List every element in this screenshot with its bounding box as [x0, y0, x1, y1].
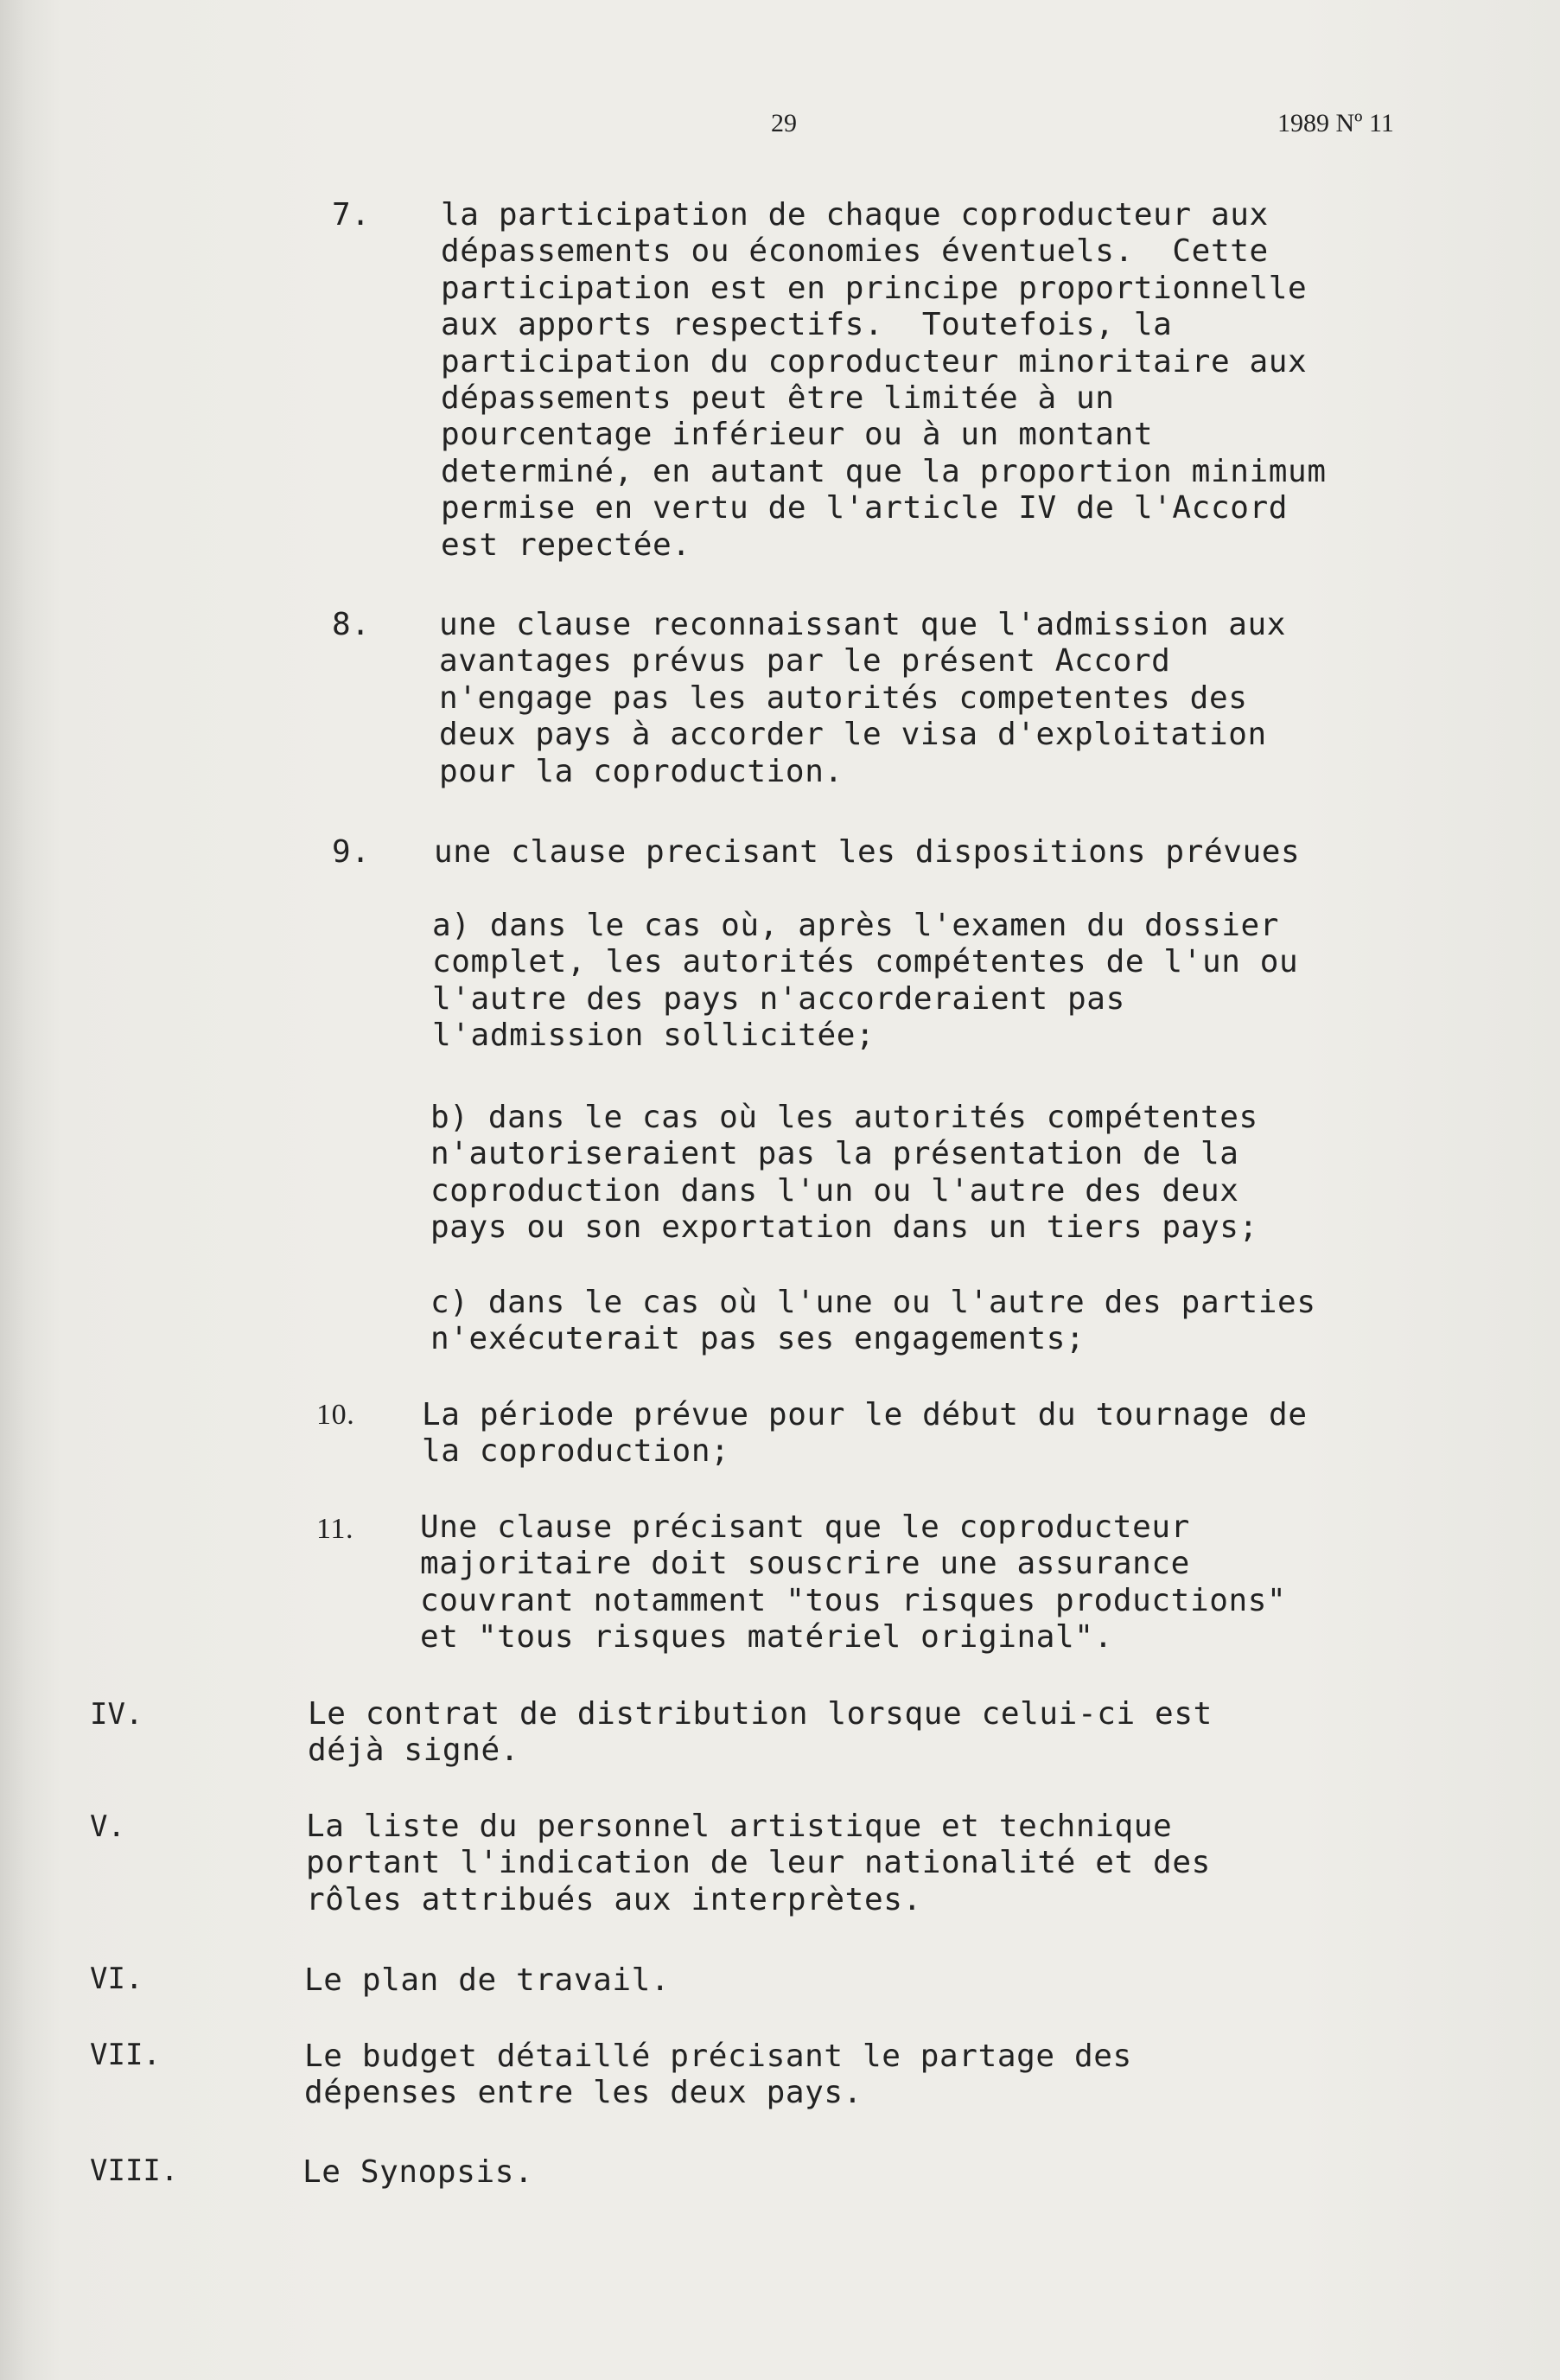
- text-line: a) dans le cas où, après l'examen du dossier: [432, 908, 1280, 943]
- text-line: rôles attribués aux interprètes.: [306, 1881, 922, 1917]
- text-line: portant l'indication de leur nationalité et des: [306, 1845, 1211, 1881]
- text-line: une clause reconnaissant que l'admission aux: [439, 607, 1287, 642]
- text-line: couvrant notamment "tous risques productions": [420, 1582, 1287, 1618]
- text-line: l'admission sollicitée;: [432, 1018, 876, 1054]
- text-line: majoritaire doit souscrire une assurance: [420, 1546, 1190, 1582]
- sub-item-a: [432, 908, 1298, 1055]
- text-line: avantages prévus par le présent Accord: [439, 643, 1171, 680]
- roman-number: VII.: [90, 2038, 161, 2072]
- text-line: et "tous risques matériel original".: [420, 1619, 1113, 1656]
- item-10-text: [422, 1397, 1308, 1471]
- item-7-text: [441, 197, 1327, 564]
- text-line: Le contrat de distribution lorsque celui-ci est: [308, 1696, 1213, 1732]
- text-line: est repectée.: [441, 526, 691, 563]
- roman-number: VIII.: [90, 2153, 179, 2188]
- text-line: pour la coproduction.: [439, 753, 844, 789]
- text-line: b) dans le cas où les autorités compétentes: [430, 1100, 1258, 1135]
- text-line: c) dans le cas où l'une ou l'autre des parties: [430, 1285, 1316, 1320]
- text-line: la coproduction;: [422, 1433, 730, 1470]
- text-line: pays ou son exportation dans un tiers pays;: [430, 1209, 1258, 1246]
- item-number: 7.: [332, 197, 371, 233]
- text-line: n'exécuterait pas ses engagements;: [430, 1321, 1086, 1357]
- text-line: dépassements peut être limitée à un: [441, 380, 1115, 417]
- issue-number: 1989 Nº 11: [1277, 109, 1394, 137]
- item-number: 11.: [316, 1513, 354, 1545]
- item-number: 8.: [332, 607, 371, 642]
- text-line: La période prévue pour le début du tournage de: [422, 1397, 1308, 1432]
- roman-viii-text: [302, 2154, 533, 2191]
- item-number: 10.: [316, 1399, 355, 1431]
- roman-vii-text: [304, 2039, 1132, 2112]
- text-line: dépenses entre les deux pays.: [304, 2075, 863, 2111]
- page-number: 29: [771, 109, 797, 137]
- roman-number: VI.: [90, 1962, 143, 1996]
- text-line: n'engage pas les autorités competentes des: [439, 680, 1248, 716]
- roman-v-text: [306, 1809, 1211, 1918]
- text-line: La liste du personnel artistique et technique: [306, 1809, 1173, 1844]
- text-line: pourcentage inférieur ou à un montant: [441, 417, 1154, 453]
- text-line: dépassements ou économies éventuels. Cette: [441, 233, 1269, 270]
- text-line: déjà signé.: [308, 1732, 520, 1769]
- text-line: determiné, en autant que la proportion minimum: [441, 453, 1327, 489]
- text-line: coproduction dans l'un ou l'autre des deux: [430, 1172, 1239, 1209]
- text-line: complet, les autorités compétentes de l'un ou: [432, 944, 1299, 980]
- text-line: Le plan de travail.: [304, 1962, 671, 1998]
- text-line: participation est en principe proportionnelle: [441, 270, 1308, 306]
- sub-item-c: [430, 1285, 1316, 1358]
- text-line: l'autre des pays n'accorderaient pas: [432, 980, 1125, 1017]
- roman-number: IV.: [90, 1697, 143, 1732]
- text-line: Une clause précisant que le coproducteur: [420, 1509, 1190, 1545]
- text-line: n'autoriseraient pas la présentation de la: [430, 1136, 1239, 1172]
- sub-item-b: [430, 1100, 1258, 1247]
- text-line: participation du coproducteur minoritaire aux: [441, 343, 1308, 380]
- text-line: deux pays à accorder le visa d'exploitation: [439, 717, 1267, 753]
- roman-vi-text: [304, 1962, 670, 1999]
- text-line: la participation de chaque coproducteur aux: [441, 197, 1269, 233]
- item-9-text: [434, 834, 1300, 871]
- item-8-text: [439, 607, 1286, 790]
- text-line: Le Synopsis.: [302, 2154, 534, 2190]
- text-line: une clause precisant les dispositions prévues: [434, 834, 1301, 870]
- item-11-text: [420, 1509, 1286, 1656]
- text-line: Le budget détaillé précisant le partage des: [304, 2039, 1132, 2074]
- text-line: permise en vertu de l'article IV de l'Accord: [441, 490, 1289, 526]
- text-line: aux apports respectifs. Toutefois, la: [441, 307, 1173, 343]
- roman-number: V.: [90, 1809, 125, 1844]
- roman-iv-text: [308, 1696, 1213, 1770]
- item-number: 9.: [332, 834, 371, 870]
